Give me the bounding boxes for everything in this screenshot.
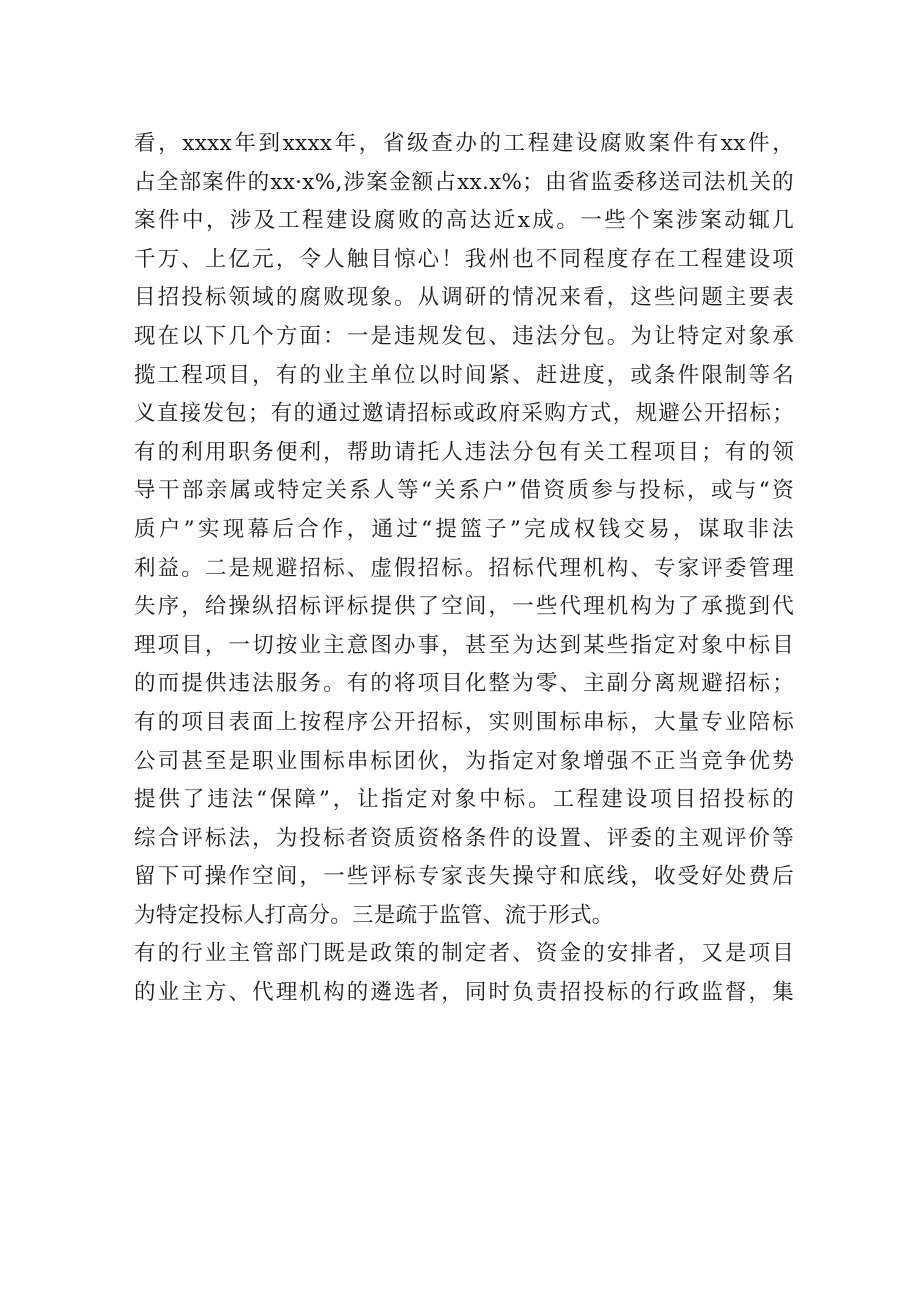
- text-line-1: 看，xxxx年到xxxx年，省级查办的工程建设腐败案件有xx件，: [134, 131, 794, 156]
- text-line-13: 失序，给操纵招标评标提供了空间，一些代理机构为了承揽到代: [134, 594, 794, 620]
- text-line-2: 占全部案件的xx·x%,涉案金额占xx.x%；由省监委移送司法机关的: [134, 169, 794, 195]
- text-line-5: 目招投标领域的腐败现象。从调研的情况来看，这些问题主要表: [134, 285, 794, 311]
- document-body: [134, 125, 794, 1013]
- text-line-11: 质户”实现幕后合作，通过“提篮子”完成权钱交易，谋取非法: [134, 516, 794, 542]
- text-line-15: 的而提供违法服务。有的将项目化整为零、主副分离规避招标；: [134, 671, 794, 697]
- text-line-17: 公司甚至是职业围标串标团伙，为指定对象增强不正当竞争优势: [134, 748, 794, 774]
- text-line-10: 导干部亲属或特定关系人等“关系户”借资质参与投标，或与“资: [134, 478, 794, 504]
- text-line-20: 留下可操作空间，一些评标专家丧失操守和底线，收受好处费后: [134, 864, 794, 890]
- text-line-9: 有的利用职务便利，帮助请托人违法分包有关工程项目；有的领: [134, 439, 794, 465]
- text-line-23: 的业主方、代理机构的遴选者，同时负责招投标的行政监督，集: [134, 980, 794, 1006]
- text-line-3: 案件中，涉及工程建设腐败的高达近x成。一些个案涉案动辄几: [134, 208, 794, 234]
- text-line-7: 揽工程项目，有的业主单位以时间紧、赶进度，或条件限制等名: [134, 362, 794, 388]
- text-line-16: 有的项目表面上按程序公开招标，实则围标串标，大量专业陪标: [134, 709, 794, 735]
- text-line-22: 有的行业主管部门既是政策的制定者、资金的安排者，又是项目: [134, 941, 794, 967]
- text-line-19: 综合评标法，为投标者资质资格条件的设置、评委的主观评价等: [134, 825, 794, 851]
- text-line-14: 理项目，一切按业主意图办事，甚至为达到某些指定对象中标目: [134, 632, 794, 658]
- text-line-6: 现在以下几个方面：一是违规发包、违法分包。为让特定对象承: [134, 323, 794, 349]
- text-line-18: 提供了违法“保障”，让指定对象中标。工程建设项目招投标的: [134, 787, 794, 813]
- text-line-21: 为特定投标人打高分。三是疏于监管、流于形式。: [134, 902, 614, 928]
- text-line-4: 千万、上亿元，令人触目惊心！我州也不同程度存在工程建设项: [134, 246, 794, 272]
- text-line-8: 义直接发包；有的通过邀请招标或政府采购方式，规避公开招标；: [134, 401, 794, 427]
- text-line-12: 利益。二是规避招标、虚假招标。招标代理机构、专家评委管理: [134, 555, 794, 581]
